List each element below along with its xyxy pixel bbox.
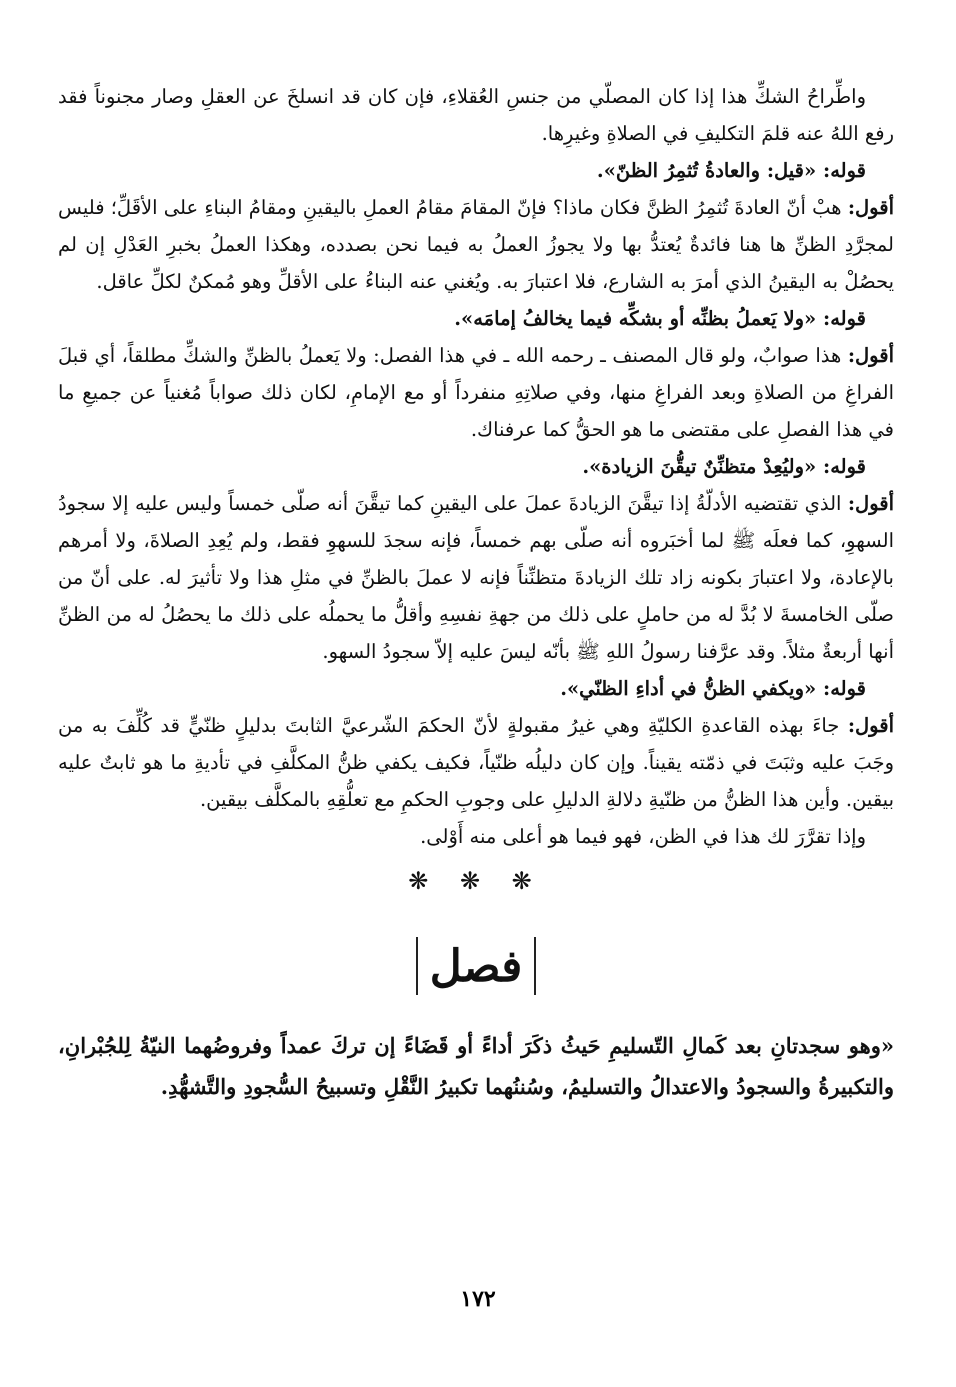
quote-line	[58, 670, 894, 707]
quote-text: «قيل: والعادةُ تُثمِرُ الظنّ».	[596, 159, 817, 182]
quote-text: «وليُعِدْ متظنِّنٌ تيقُّنَ الزيادة».	[582, 455, 817, 478]
quote-label: قوله:	[823, 677, 866, 700]
answer-paragraph	[58, 707, 894, 818]
quote-label: قوله:	[823, 455, 866, 478]
quote-text: «ولا يَعملُ بظنِّه أو بشكِّه فيما يخالفُ إمامَه».	[454, 307, 817, 330]
section-divider-ornament: ❋ ❋ ❋	[408, 867, 544, 895]
answer-paragraph	[58, 485, 894, 670]
closing-paragraph: وإذا تقرَّرَ لك هذا في الظن، فهو فيما هو أعلى منه أَوْلى.	[420, 825, 866, 848]
quote-line	[58, 448, 894, 485]
answer-paragraph	[58, 189, 894, 300]
section-heading	[58, 937, 894, 1025]
section-title: فصل	[416, 937, 537, 995]
answer-paragraph	[58, 337, 894, 448]
answer-text: الذي تقتضيه الأدلّةُ إذا تيقَّنَ الزيادةَ عملَ على اليقينِ كما تيقَّنَ أنه صلّى خمساً وليس عليه إلا سجودُ السهوِ، كما فعلَه ﷺ لما أخبَروه أنه صلّى بهم خمساً، فإنه سجدَ للسهوِ فقط، ولم يُعِدِ الصلاةَ، ولا أمرهم بالإعادة، ولا اعتبارَ بكونه زاد تلك الزيادةَ متظنِّناً فإنه لا عملَ بالظنِّ في مثلِ هذا ولا تأثيرَ له. على أنّ من صلّى الخامسةَ لا بُدَّ له من حاملٍ على ذلك من جهةِ نفسِهِ وأقلُّ ما يحملُه على ذلك ما يحصُلُ له من الظنِّ أنها أربعةٌ مثلاً. وقد عرَّفنا رسولُ اللهِ ﷺ بأنّه ليسَ عليه إلاّ سجودُ السهو.	[58, 492, 894, 663]
document-body	[58, 78, 894, 1107]
answer-label: أقول:	[847, 344, 894, 367]
quote-label: قوله:	[823, 307, 866, 330]
answer-text: هذا صوابٌ، ولو قال المصنف ـ رحمه الله ـ في هذا الفصل: ولا يَعملُ بالظنِّ والشكِّ مطلقاً، أي قبلَ الفراغِ من الصلاةِ وبعد الفراغِ منها، وفي صلاتِهِ منفرداً أو مع الإمامِ، لكان ذلك صواباً مُغنياً عن جميعِ ما في هذا الفصلِ على مقتضى ما هو الحقُّ كما عرفناك.	[58, 344, 894, 441]
answer-text: جاءَ بهذه القاعدةِ الكليّةِ وهي غيرُ مقبولةٍ لأنّ الحكمَ الشّرعيَّ الثابتَ بدليلٍ ظنّيٍّ قد كُلِّفَ به من وجَبَ عليه وثبَتَ في ذمّته يقيناً. وإن كان دليلُه ظنّياً، فكيف يكفي ظنُّ المكلَّفِ في تأديةِ ما هو ثابتٌ عليه بيقين. وأين هذا الظنُّ من ظنّيةِ دلالةِ الدليلِ على وجوبِ الحكمِ مع تعلُّقِهِ بالمكلَّف بيقين.	[58, 714, 894, 811]
section-text: «وهو سجدتانِ بعد كَمالِ التّسليمِ حَيثُ ذكَرَ أداءً أو قَضَاءً إن تركَ عمداً وفروضُهما النيّةُ لِلجُبْرانِ، والتكبيرةُ والسجودُ والاعتدالُ والتسليمُ، وسُننُهما تكبيرُ النَّقْلِ وتسبيحُ السُّجودِ والتَّشهُّدِ.	[58, 1033, 894, 1099]
answer-label: أقول:	[847, 714, 894, 737]
answer-label: أقول:	[847, 492, 895, 515]
quote-line	[58, 300, 894, 337]
answer-text: هبْ أنّ العادةَ تُثمِرُ الظنَّ فكان ماذا؟ فإنّ المقامَ مقامُ العملِ باليقينِ ومقامُ البناءِ على الأقَلِّ؛ فليس لمجرَّدِ الظنِّ ها هنا فائدةٌ يُعتدُّ بها ولا يجوزُ العملُ به فيما نحن بصدده، وهكذا العملُ بخبرِ العَدْلِ إن لم يحصُلْ به اليقينُ الذي أمرَ به الشارع، فلا اعتبارَ به. ويُغني عنه البناءُ على الأقلِّ وهو مُمكنٌ لكلِّ عاقل.	[58, 196, 894, 293]
answer-label: أقول:	[847, 196, 894, 219]
opening-paragraph: واطِّراحُ الشكِّ هذا إذا كان المصلّي من جنسِ العُقلاءِ، فإن كان قد انسلخَ عن العقلِ وصار مجنوناً فقد رفع اللهُ عنه قلمَ التكليفِ في الصلاةِ وغيرِها.	[58, 85, 894, 145]
page-number: ١٧٢	[460, 1286, 496, 1312]
quote-text: «ويكفي الظنُّ في أداءِ الظنّي».	[560, 677, 817, 700]
quote-label: قوله:	[823, 159, 866, 182]
quote-line	[58, 152, 894, 189]
